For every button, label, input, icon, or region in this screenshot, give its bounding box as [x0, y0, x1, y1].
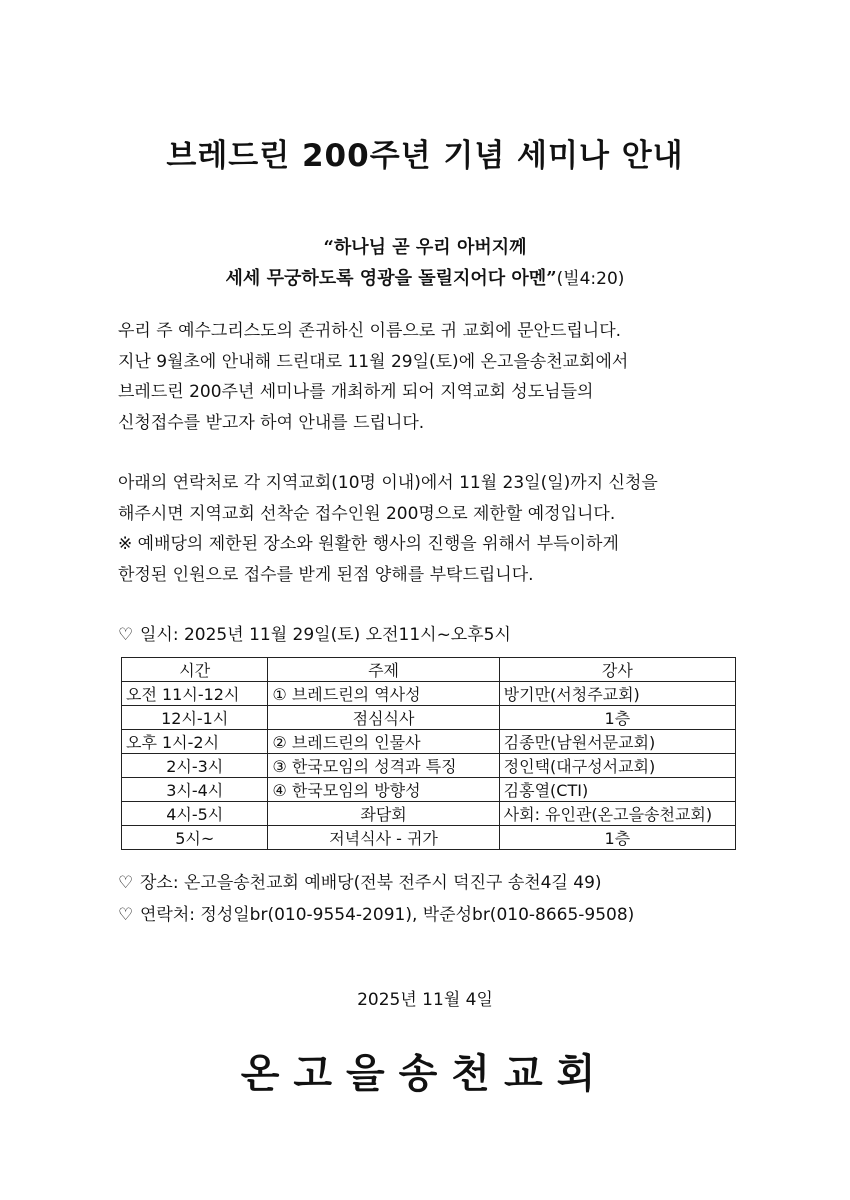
cell-topic: ④ 한국모임의 방향성: [268, 778, 499, 802]
table-row: [122, 706, 736, 730]
church-name: 온고을송천교회: [240, 1050, 610, 1097]
scripture-quote-line-1: “하나님 곧 우리 아버지께: [323, 237, 527, 258]
cell-topic: 좌담회: [268, 802, 499, 826]
cell-time: 오전 11시-12시: [122, 682, 268, 706]
page-title: 브레드린 200주년 기념 세미나 안내: [166, 138, 684, 174]
cell-topic: 저녁식사 - 귀가: [268, 826, 499, 850]
registration-paragraph: [118, 468, 758, 590]
schedule-table: [121, 657, 736, 850]
issue-date: 2025년 11월 4일: [357, 990, 493, 1010]
heart-icon: ♡: [118, 625, 134, 645]
paragraph-line: 아래의 연락처로 각 지역교회(10명 이내)에서 11월 23일(일)까지 신청을: [118, 473, 658, 493]
location-info: [118, 868, 602, 893]
contact-text: 연락처: 정성일br(010-9554-2091), 박준성br(010-8665-9508): [140, 905, 635, 925]
cell-speaker: 1층: [499, 826, 735, 850]
header-time: 시간: [122, 658, 268, 682]
cell-topic: 점심식사: [268, 706, 499, 730]
scripture-quote-text: 세세 무궁하도록 영광을 돌릴지어다 아멘”: [225, 268, 557, 289]
schedule-info: [118, 620, 511, 645]
paragraph-line: ※ 예배당의 제한된 장소와 원활한 행사의 진행을 위해서 부득이하게: [118, 534, 619, 554]
cell-time: 3시-4시: [122, 778, 268, 802]
scripture-reference: (빌4:20): [556, 269, 625, 289]
cell-time: 2시-3시: [122, 754, 268, 778]
cell-time: 5시~: [122, 826, 268, 850]
paragraph-line: 신청접수를 받고자 하여 안내를 드립니다.: [118, 412, 425, 433]
cell-topic: ① 브레드린의 역사성: [268, 682, 499, 706]
heart-icon: ♡: [118, 905, 134, 925]
cell-speaker: 1층: [499, 706, 735, 730]
table-row: [122, 826, 736, 850]
scripture-quote-line-2: [0, 264, 850, 290]
contact-info: [118, 900, 634, 925]
cell-speaker: 김홍열(CTI): [499, 778, 735, 802]
intro-paragraph: [118, 316, 758, 438]
table-row: [122, 682, 736, 706]
cell-speaker: 김종만(남원서문교회): [499, 730, 735, 754]
header-speaker: 강사: [499, 658, 735, 682]
schedule-text: 일시: 2025년 11월 29일(토) 오전11시~오후5시: [140, 625, 511, 645]
cell-speaker: 방기만(서청주교회): [499, 682, 735, 706]
paragraph-line: 우리 주 예수그리스도의 존귀하신 이름으로 귀 교회에 문안드립니다.: [118, 321, 622, 341]
table-header-row: [122, 658, 736, 682]
table-row: [122, 802, 736, 826]
cell-speaker: 정인택(대구성서교회): [499, 754, 735, 778]
location-text: 장소: 온고을송천교회 예배당(전북 전주시 덕진구 송천4길 49): [140, 873, 602, 893]
table-row: [122, 730, 736, 754]
cell-time: 12시-1시: [122, 706, 268, 730]
cell-time: 4시-5시: [122, 802, 268, 826]
cell-topic: ③ 한국모임의 성격과 특징: [268, 754, 499, 778]
table-row: [122, 754, 736, 778]
paragraph-line: 해주시면 지역교회 선착순 접수인원 200명으로 제한할 예정입니다.: [118, 503, 616, 524]
cell-speaker: 사회: 유인관(온고을송천교회): [499, 802, 735, 826]
cell-topic: ② 브레드린의 인물사: [268, 730, 499, 754]
paragraph-line: 브레드린 200주년 세미나를 개최하게 되어 지역교회 성도님들의: [118, 382, 594, 402]
paragraph-line: 한정된 인원으로 접수를 받게 된점 양해를 부탁드립니다.: [118, 564, 534, 585]
cell-time: 오후 1시-2시: [122, 730, 268, 754]
heart-icon: ♡: [118, 873, 134, 893]
table-row: [122, 778, 736, 802]
header-topic: 주제: [268, 658, 499, 682]
paragraph-line: 지난 9월초에 안내해 드린대로 11월 29일(토)에 온고을송천교회에서: [118, 351, 629, 372]
